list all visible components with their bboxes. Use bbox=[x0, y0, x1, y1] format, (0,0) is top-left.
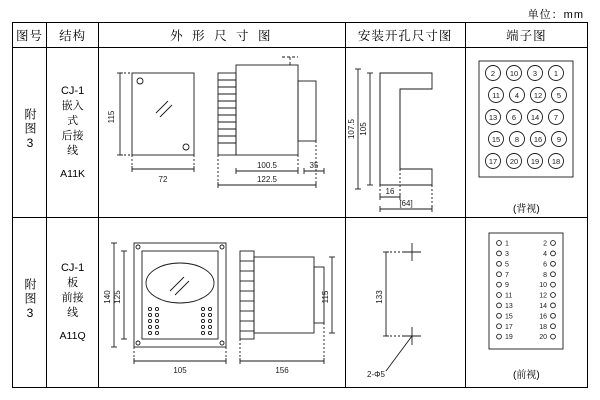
header-outline: 外 形 尺 寸 图 bbox=[99, 23, 345, 48]
terminal-number: 20 bbox=[510, 156, 519, 166]
structure-line-1-0: CJ-1 bbox=[60, 84, 85, 97]
terminal-number-left: 15 bbox=[505, 312, 514, 320]
terminal-number-left: 13 bbox=[505, 302, 514, 310]
structure-line-1-4: 线 bbox=[67, 144, 79, 157]
terminal-dot-left bbox=[497, 313, 502, 318]
header-structure: 结构 bbox=[47, 23, 99, 48]
terminal-number: 7 bbox=[554, 112, 559, 122]
outline-dim-72: 72 bbox=[158, 174, 168, 184]
fig-no-label-1 bbox=[13, 108, 46, 157]
terminal-number-left: 3 bbox=[505, 250, 510, 258]
terminal-dot-left bbox=[497, 292, 502, 297]
terminal-number-left: 7 bbox=[505, 271, 510, 279]
terminal-number-left: 9 bbox=[505, 281, 510, 289]
structure-line-1-1: 嵌入 bbox=[61, 99, 84, 112]
header-terminal: 端子图 bbox=[465, 23, 587, 48]
terminal-number: 9 bbox=[557, 134, 562, 144]
terminal-dot-left bbox=[497, 303, 502, 308]
terminal-number: 8 bbox=[515, 134, 520, 144]
outline-dim-100-5: 100.5 bbox=[256, 160, 277, 170]
terminal-dot-left bbox=[497, 323, 502, 328]
cell-fig-no-1 bbox=[13, 48, 47, 218]
cell-outline-1 bbox=[99, 48, 345, 218]
dimension-table bbox=[12, 22, 588, 388]
terminal-dot-left bbox=[497, 261, 502, 266]
terminal-number-right: 10 bbox=[539, 281, 548, 289]
cell-outline-2 bbox=[99, 218, 345, 388]
terminal-number-left: 5 bbox=[505, 260, 510, 268]
terminal-dot-right bbox=[551, 292, 556, 297]
terminal-dot-right bbox=[551, 240, 556, 245]
terminal-number: 3 bbox=[533, 68, 538, 78]
cell-fig-no-2 bbox=[13, 218, 47, 388]
terminal-number: 2 bbox=[491, 68, 496, 78]
terminal-dot-left bbox=[497, 240, 502, 245]
terminal-drawing-1 bbox=[467, 51, 585, 199]
terminal-dot-right bbox=[551, 313, 556, 318]
terminal-number: 13 bbox=[489, 112, 498, 122]
outline-dim-105b: 105 bbox=[173, 365, 187, 375]
terminal-dot-left bbox=[497, 271, 502, 276]
mounting-dim-107-5: 107.5 bbox=[347, 118, 357, 139]
terminal-number-right: 2 bbox=[543, 240, 548, 248]
structure-line-2-1: 板 bbox=[67, 277, 79, 289]
mounting-dim-64: [64] bbox=[399, 198, 413, 208]
mounting-drawing-2 bbox=[346, 221, 464, 385]
terminal-number-left: 11 bbox=[505, 292, 513, 300]
table-header-row bbox=[13, 23, 588, 48]
structure-line-2-0: CJ-1 bbox=[60, 262, 85, 274]
structure-line-2-3: 线 bbox=[67, 307, 79, 319]
cell-mounting-1 bbox=[345, 48, 465, 218]
terminal-number: 5 bbox=[557, 90, 562, 100]
cell-terminal-1 bbox=[465, 48, 587, 218]
fig-no-text-2: 附图3 bbox=[23, 278, 38, 322]
terminal-number-left: 1 bbox=[505, 240, 510, 248]
mounting-dim-2phi5: 2-Φ5 bbox=[367, 369, 386, 379]
structure-line-1-3: 后接 bbox=[61, 129, 84, 142]
terminal-number: 11 bbox=[492, 90, 501, 100]
mounting-dim-16: 16 bbox=[385, 186, 395, 196]
terminal-caption-2: (前视) bbox=[513, 369, 540, 381]
terminal-dot-right bbox=[551, 271, 556, 276]
outline-dim-122-5: 122.5 bbox=[256, 174, 277, 184]
terminal-dot-right bbox=[551, 282, 556, 287]
terminal-number-right: 20 bbox=[539, 333, 548, 341]
terminal-dot-left bbox=[497, 251, 502, 256]
terminal-number: 4 bbox=[515, 90, 520, 100]
structure-label-2 bbox=[47, 261, 98, 344]
structure-label-1 bbox=[47, 84, 98, 182]
terminal-drawing-2 bbox=[467, 225, 585, 365]
fig-no-label-2 bbox=[13, 278, 46, 327]
outline-dim-140: 140 bbox=[102, 289, 112, 304]
terminal-number-left: 17 bbox=[505, 323, 514, 331]
outline-drawing-2 bbox=[100, 221, 344, 385]
terminal-dot-right bbox=[551, 323, 556, 328]
outline-dim-125: 125 bbox=[112, 289, 122, 304]
terminal-number-right: 4 bbox=[543, 250, 548, 258]
table-row bbox=[13, 218, 588, 388]
terminal-dot-left bbox=[497, 334, 502, 339]
terminal-number-right: 18 bbox=[539, 323, 548, 331]
terminal-number-right: 16 bbox=[539, 312, 548, 320]
cell-structure-2 bbox=[47, 218, 99, 388]
outline-drawing-1 bbox=[100, 51, 344, 215]
terminal-dot-right bbox=[551, 334, 556, 339]
structure-code-1: A11K bbox=[60, 167, 86, 180]
terminal-number: 18 bbox=[552, 156, 561, 166]
terminal-dot-right bbox=[551, 251, 556, 256]
terminal-number: 12 bbox=[534, 90, 543, 100]
terminal-number: 15 bbox=[492, 134, 501, 144]
terminal-number: 6 bbox=[512, 112, 517, 122]
cell-terminal-2 bbox=[465, 218, 587, 388]
header-mounting: 安装开孔尺寸图 bbox=[345, 23, 465, 48]
terminal-number: 16 bbox=[534, 134, 543, 144]
structure-line-1-2: 式 bbox=[67, 114, 79, 127]
header-fig-no: 图号 bbox=[13, 23, 47, 48]
terminal-number-right: 12 bbox=[539, 292, 548, 300]
mounting-dim-133: 133 bbox=[375, 289, 385, 304]
table-row bbox=[13, 48, 588, 218]
terminal-number-left: 19 bbox=[505, 333, 514, 341]
terminal-number: 14 bbox=[531, 112, 540, 122]
mounting-drawing-1 bbox=[346, 51, 464, 215]
structure-line-2-2: 前接 bbox=[61, 292, 84, 304]
terminal-number-right: 14 bbox=[539, 302, 548, 310]
terminal-dot-right bbox=[551, 261, 556, 266]
terminal-dot-left bbox=[497, 282, 502, 287]
structure-code-2: A11Q bbox=[59, 330, 86, 342]
terminal-number-right: 8 bbox=[543, 271, 548, 279]
terminal-number: 1 bbox=[554, 68, 559, 78]
cell-structure-1 bbox=[47, 48, 99, 218]
unit-note: 单位：mm bbox=[527, 9, 584, 21]
fig-no-text-1: 附图3 bbox=[23, 108, 38, 152]
terminal-dot-right bbox=[551, 303, 556, 308]
outline-dim-156: 156 bbox=[275, 365, 289, 375]
outline-dim-115b: 115 bbox=[320, 290, 330, 303]
terminal-caption-1: (背视) bbox=[513, 203, 540, 215]
terminal-number-right: 6 bbox=[543, 260, 548, 268]
terminal-number: 19 bbox=[531, 156, 540, 166]
terminal-number: 10 bbox=[510, 68, 519, 78]
mounting-dim-105: 105 bbox=[359, 121, 369, 136]
outline-dim-115: 115 bbox=[106, 110, 116, 123]
cell-mounting-2 bbox=[345, 218, 465, 388]
outline-dim-35: 35 bbox=[309, 160, 319, 170]
terminal-number: 17 bbox=[489, 156, 498, 166]
